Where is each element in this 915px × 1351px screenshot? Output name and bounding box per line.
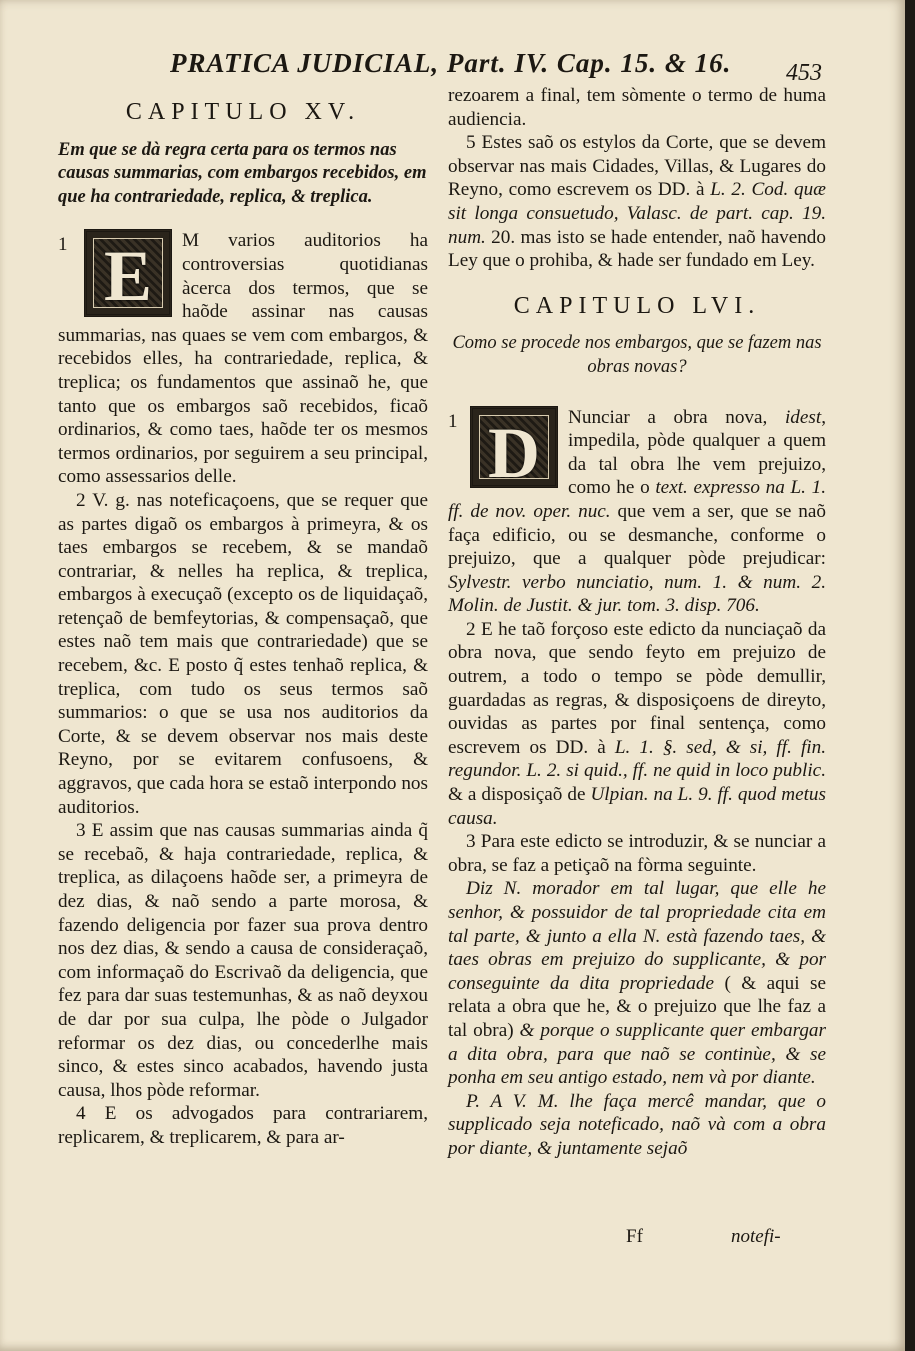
catchline [626, 1226, 816, 1248]
page-edge [905, 0, 915, 1351]
paragraph-text: Nunciar a obra nova, idest, impedila, pòde qualquer a quem da tal obra lhe vem prejuizo, como he o text. expresso na L. 1. ff. de nov. oper. nuc. que vem a ser, que se naõ faça edificio, ou se desmanche, conforme o prejuizo, que a qualquer pòde prejudicar: Sylvestr. verbo nunciatio, num. 1. & num. 2. Molin. de Justit. & jur. tom. 3. disp. 706. [448, 406, 826, 617]
paragraph-3-right: 3 Para este edicto se introduzir, & se nunciar a obra, se faz a petiçaõ na fòrma seguinte. [448, 831, 826, 876]
p5-text-end: 20. mas isto se hade entender, naõ havendo Ley que o prohiba, & hade ser fundado em Ley. [448, 226, 826, 272]
paragraph-5-right [448, 131, 826, 273]
petition-text: Diz N. morador em tal lugar, que elle he senhor, & possuidor de tal propriedade cita em tal parte, & junto a ella N. està fazendo taes, & taes obras em prejuizo do supplicante, & por conseguinte da dita propriedade ( & aqui se relata a obra que he, & o prejuizo que lhe faz a tal obra) & porque o supplicante quer embargar a dita obra, para que naõ se continùe, & se ponha em seu antigo estado, nem và por diante. [448, 878, 826, 1089]
p5-citation: L. 2. Cod. quæ sit longa consuetudo, Valasc. de part. cap. 19. num. [448, 179, 826, 248]
right-column [448, 84, 826, 1161]
paragraph-4-continued: rezoarem a final, tem sòmente o termo de huma audiencia. [448, 85, 826, 130]
paragraph-4-left: 4 E os advogados para contrariarem, replicarem, & treplicarem, & para ar- [58, 1103, 428, 1148]
decorated-initial-e [84, 229, 172, 317]
chapter-summary-right: Como se procede nos embargos, que se fazem nas obras novas? [452, 333, 822, 377]
chapter-title-left: CAPITULO XV. [125, 99, 361, 125]
paragraph-number: 1 [448, 410, 458, 432]
paragraph-text: M varios auditorios ha controversias quotidianas àcerca dos termos, que se haõde assinar nas causas summarias, nas quaes se vem com embargos, & recebidos elles, ha contrariedade, replica, & treplica; os fundamentos que assinaõ he, que tanto que os embargos saõ recebidos, ficaõ ordinarios, & como taes, haõde ter os mesmos termos ordinarios, por seguirem a seu principal, como assessarios delle. [58, 230, 428, 488]
paragraph-1-left [58, 229, 428, 489]
decorated-initial-d [470, 406, 558, 493]
chapter-title-right: CAPITULO LVI. [513, 292, 761, 319]
initial-letter: D [488, 412, 540, 493]
catchword: notefi- [731, 1226, 781, 1247]
paragraph-2-right: 2 E he taõ forçoso este edicto da nunciaçaõ da obra nova, que sendo feyto em prejuizo de outrem, a todo o tempo se pòde demullir, guardadas as regras, & disposiçoens de direyto, ouvidas as partes por final sentença, como escrevem os DD. à L. 1. §. sed, & si, ff. fin. regundor. L. 2. si quid., ff. ne quid in loco public. & a disposiçaõ de Ulpian. na L. 9. ff. quod metus causa. [448, 618, 826, 829]
paragraph-number: 1 [58, 234, 68, 256]
running-head: PRATICA JUDICIAL, Part. IV. Cap. 15. & 16. [170, 48, 732, 78]
initial-letter: E [103, 236, 153, 317]
p5-text: 5 Estes saõ os estylos da Corte, que se devem observar nas mais Cidades, Villas, & Lugares do Reyno, como escrevem os DD. à [448, 132, 826, 201]
chapter-summary-left: Em que se dà regra certa para os termos nas causas summarias, com embargos recebidos, em que ha contrariedade, replica, & treplica. [58, 139, 427, 207]
signature-mark: Ff [626, 1226, 643, 1247]
paragraph-3-left: 3 E assim que nas causas summarias ainda q̃ se recebaõ, & haja contrariedade, replica, & treplica, as dilaçoens haõde ser, a primeyra de dez dias, & naõ sendo a parte morosa, & fazendo deligencia por fazer sua prova dentro nos dez dias, & sendo a causa de consideraçaõ, com informaçaõ do Escrivaõ da deligencia, que fez para dar suas testemunhas, & as naõ deyxou de dar por sua culpa, lhe pòde o Julgador reformar os dez dias, ou concederlhe mais sinco, & estes sinco acabados, havendo justa causa, lhos pòde reformar. [58, 820, 428, 1101]
petition-request: P. A V. M. lhe faça mercê mandar, que o supplicado seja noteficado, naõ và com a obra por diante, & juntamente sejaõ [448, 1090, 826, 1159]
paragraph-2-left: 2 V. g. nas noteficaçoens, que se requer que as partes digaõ os embargos à primeyra, & os taes embargos se recebem, & se mandaõ contrariar, & nelles ha replica, & treplica, embargos à execuçaõ (excepto os de liquidaçaõ, retençaõ de bemfeytorias, & compensaçaõ, que estes naõ tem mais que contrariedade) que se recebem, &c. E posto q̃ estes tenhaõ replica, & treplica, com tudo os seus termos saõ summarios: o que se usa nos auditorios da Corte, & se devem observar nos mais deste Reyno, por se evitarem confusoens, & aggravos, que cada hora se estaõ interpondo nos auditorios. [58, 489, 428, 818]
paragraph-1-right [448, 406, 826, 618]
left-column [58, 95, 428, 1150]
page-number: 453 [786, 60, 822, 86]
